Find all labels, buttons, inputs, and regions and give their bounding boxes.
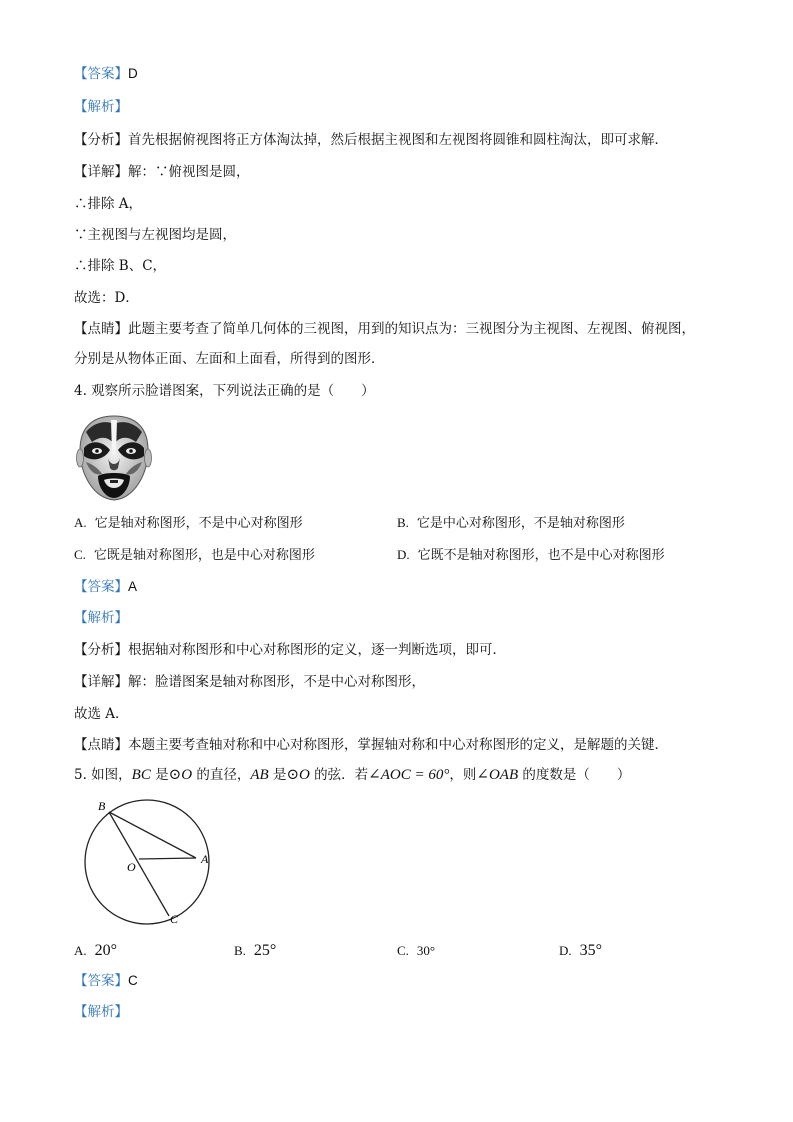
q5-math-ab: AB (250, 767, 269, 783)
option-text: 它是中心对称图形，不是轴对称图形 (416, 516, 625, 531)
option-text: 它是轴对称图形，不是中心对称图形 (94, 516, 303, 531)
q4-option-a (74, 514, 303, 533)
xiangjie-text: 解：∵俯视图是圆， (128, 164, 250, 180)
fenxi-line-q3 (74, 131, 668, 149)
option-key: C. (397, 943, 409, 958)
q5-option-b (234, 942, 276, 961)
q5-option-c (397, 942, 435, 961)
q4-option-c (74, 546, 315, 565)
q5-option-a (74, 942, 117, 961)
q5-text: 是 (150, 767, 169, 783)
q5-math-bc: BC (131, 767, 151, 783)
option-text: 20° (94, 942, 118, 959)
answer-line-q4 (74, 578, 137, 596)
option-text: 25° (253, 942, 277, 959)
q4-option-b (397, 514, 625, 533)
analysis-label-q5: 【解析】 (74, 1004, 128, 1020)
dianjing-line-q4 (74, 736, 668, 754)
radius-oa (139, 858, 196, 859)
q5-text: 5. 如图， (74, 767, 132, 783)
analysis-label-q4: 【解析】 (74, 610, 128, 626)
fenxi-label: 【分析】 (74, 642, 128, 658)
fenxi-label: 【分析】 (74, 132, 128, 148)
q5-text: 的度数是（ ） (518, 767, 631, 783)
option-text: 30° (416, 943, 436, 958)
option-text: 它既是轴对称图形，也是中心对称图形 (93, 548, 315, 563)
fenxi-text: 首先根据俯视图将正方体淘汰掉，然后根据主视图和左视图将圆锥和圆柱淘汰，即可求解． (128, 132, 668, 148)
point-label-b: B (98, 799, 106, 813)
dianjing-label: 【点睛】 (74, 737, 128, 753)
q5-math-circle-o: ⊙O (286, 767, 310, 783)
circle-o (85, 800, 209, 924)
fenxi-line-q4 (74, 641, 506, 659)
option-key: C. (74, 547, 86, 562)
choose-line-q3: 故选：D． (74, 290, 139, 306)
option-key: B. (397, 515, 409, 530)
answer-line-q3 (74, 65, 138, 83)
opera-mask-icon (76, 414, 152, 502)
xiangjie-line-q3 (74, 163, 250, 181)
q5-math-angle-oab: ∠OAB (476, 767, 519, 783)
q5-text: ，则 (449, 767, 477, 783)
q5-text: 的弦．若 (309, 767, 369, 783)
xiangjie-label: 【详解】 (74, 674, 128, 690)
point-label-a: A (201, 852, 209, 866)
q4-option-d (397, 546, 665, 565)
option-key: B. (234, 943, 246, 958)
xiangjie-line-q4 (74, 673, 425, 691)
answer-label: 【答案】 (74, 66, 128, 82)
q5-math-angle-aoc: ∠AOC = 60° (368, 767, 450, 783)
fenxi-text: 根据轴对称图形和中心对称图形的定义，逐一判断选项，即可． (128, 642, 506, 658)
dianjing-text: 本题主要考查轴对称和中心对称图形，掌握轴对称和中心对称图形的定义，是解题的关键． (128, 737, 668, 753)
option-key: A. (74, 943, 87, 958)
q5-text: 的直径， (192, 767, 251, 783)
option-text: 它既不是轴对称图形，也不是中心对称图形 (417, 548, 665, 563)
dianjing-line-q3-cont: 分别是从物体正面、左面和上面看，所得到的图形． (74, 351, 385, 367)
question-5 (74, 766, 630, 784)
answer-value: D (128, 66, 138, 81)
main-view-line: ∵主视图与左视图均是圆， (74, 227, 236, 243)
q5-math-circle-o: ⊙O (168, 767, 193, 783)
answer-label: 【答案】 (74, 973, 128, 989)
dianjing-text: 此题主要考查了简单几何体的三视图，用到的知识点为：三视图分为主视图、左视图、俯视图， (128, 321, 695, 337)
q5-option-d (559, 942, 602, 961)
choose-line-q4: 故选 A． (74, 706, 129, 722)
answer-value: C (128, 973, 138, 988)
q5-text: 是 (268, 767, 287, 783)
question-4: 4. 观察所示脸谱图案，下列说法正确的是（ ） (74, 383, 375, 399)
option-key: D. (559, 943, 572, 958)
answer-line-q5 (74, 972, 138, 990)
option-key: D. (397, 547, 410, 562)
answer-label: 【答案】 (74, 579, 128, 595)
xiangjie-label: 【详解】 (74, 164, 128, 180)
point-label-o: O (127, 860, 136, 874)
option-text: 35° (579, 942, 603, 959)
exclude-a-line: ∴排除 A， (74, 196, 143, 212)
dianjing-line-q3 (74, 320, 695, 338)
point-label-c: C (170, 912, 179, 926)
exclude-bc-line: ∴排除 B、C， (74, 258, 167, 274)
analysis-label-q3: 【解析】 (74, 99, 128, 115)
xiangjie-text: 解：脸谱图案是轴对称图形，不是中心对称图形， (128, 674, 425, 690)
circle-geometry-figure (76, 798, 226, 926)
option-key: A. (74, 515, 87, 530)
opera-mask-image (76, 414, 152, 502)
dianjing-label: 【点睛】 (74, 321, 128, 337)
answer-value: A (128, 579, 138, 594)
